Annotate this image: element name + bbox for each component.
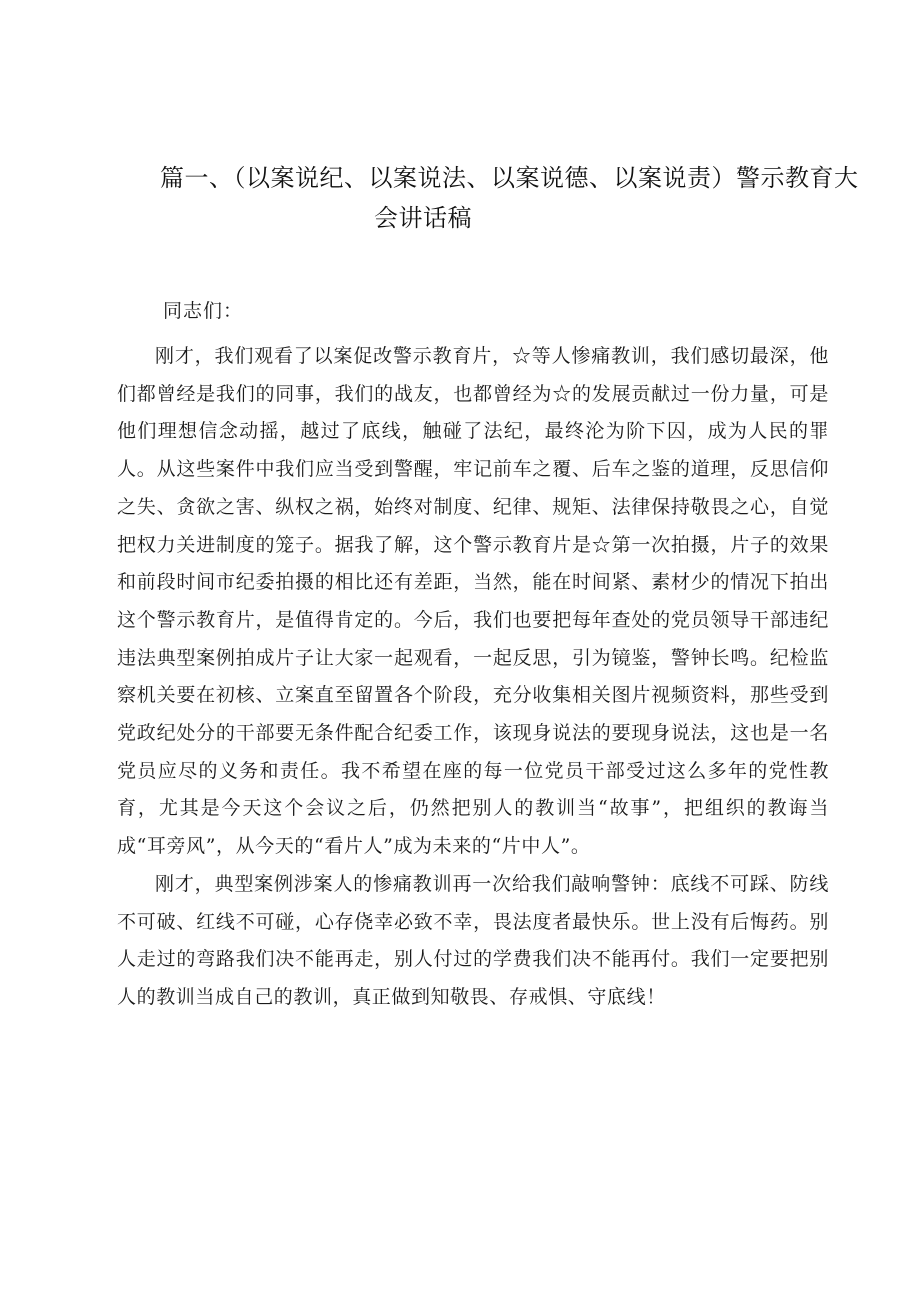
speech-body bbox=[117, 338, 829, 1017]
salutation: 同志们： bbox=[163, 300, 244, 322]
document-title bbox=[160, 158, 859, 238]
title-line-1: 篇一、（以案说纪、以案说法、以案说德、以案说责）警示教育大 bbox=[160, 164, 859, 192]
paragraph: 刚才，典型案例涉案人的惨痛教训再一次给我们敲响警钟：底线不可踩、防线不可破、红线不可碰，心存侥幸必致不幸，畏法度者最快乐。世上没有后悔药。别人走过的弯路我们决不能再走，别人付过的学费我们决不能再付。我们一定要把别人的教训当成自己的教训，真正做到知敬畏、存戒惧、守底线！ bbox=[117, 872, 829, 1008]
title-line-2: 会讲话稿 bbox=[374, 204, 472, 232]
paragraph: 刚才，我们观看了以案促改警示教育片，☆等人惨痛教训，我们感切最深，他们都曾经是我们的同事，我们的战友，也都曾经为☆的发展贡献过一份力量，可是他们理想信念动摇，越过了底线，触碰了法纪，最终沦为阶下囚，成为人民的罪人。从这些案件中我们应当受到警醒，牢记前车之覆、后车之鉴的道理，反思信仰之失、贪欲之害、纵权之祸，始终对制度、纪律、规矩、法律保持敬畏之心，自觉把权力关进制度的笼子。据我了解，这个警示教育片是☆第一次拍摄，片子的效果和前段时间市纪委拍摄的相比还有差距，当然，能在时间紧、素材少的情况下拍出这个警示教育片，是值得肯定的。今后，我们也要把每年查处的党员领导干部违纪违法典型案例拍成片子让大家一起观看，一起反思，引为镜鉴，警钟长鸣。纪检监察机关要在初核、立案直至留置各个阶段，充分收集相关图片视频资料，那些受到党政纪处分的干部要无条件配合纪委工作，该现身说法的要现身说法，这也是一名党员应尽的义务和责任。我不希望在座的每一位党员干部受过这么多年的党性教育，尤其是今天这个会议之后，仍然把别人的教训当“故事”，把组织的教诲当成“耳旁风”，从今天的“看片人”成为未来的“片中人”。 bbox=[117, 345, 829, 858]
